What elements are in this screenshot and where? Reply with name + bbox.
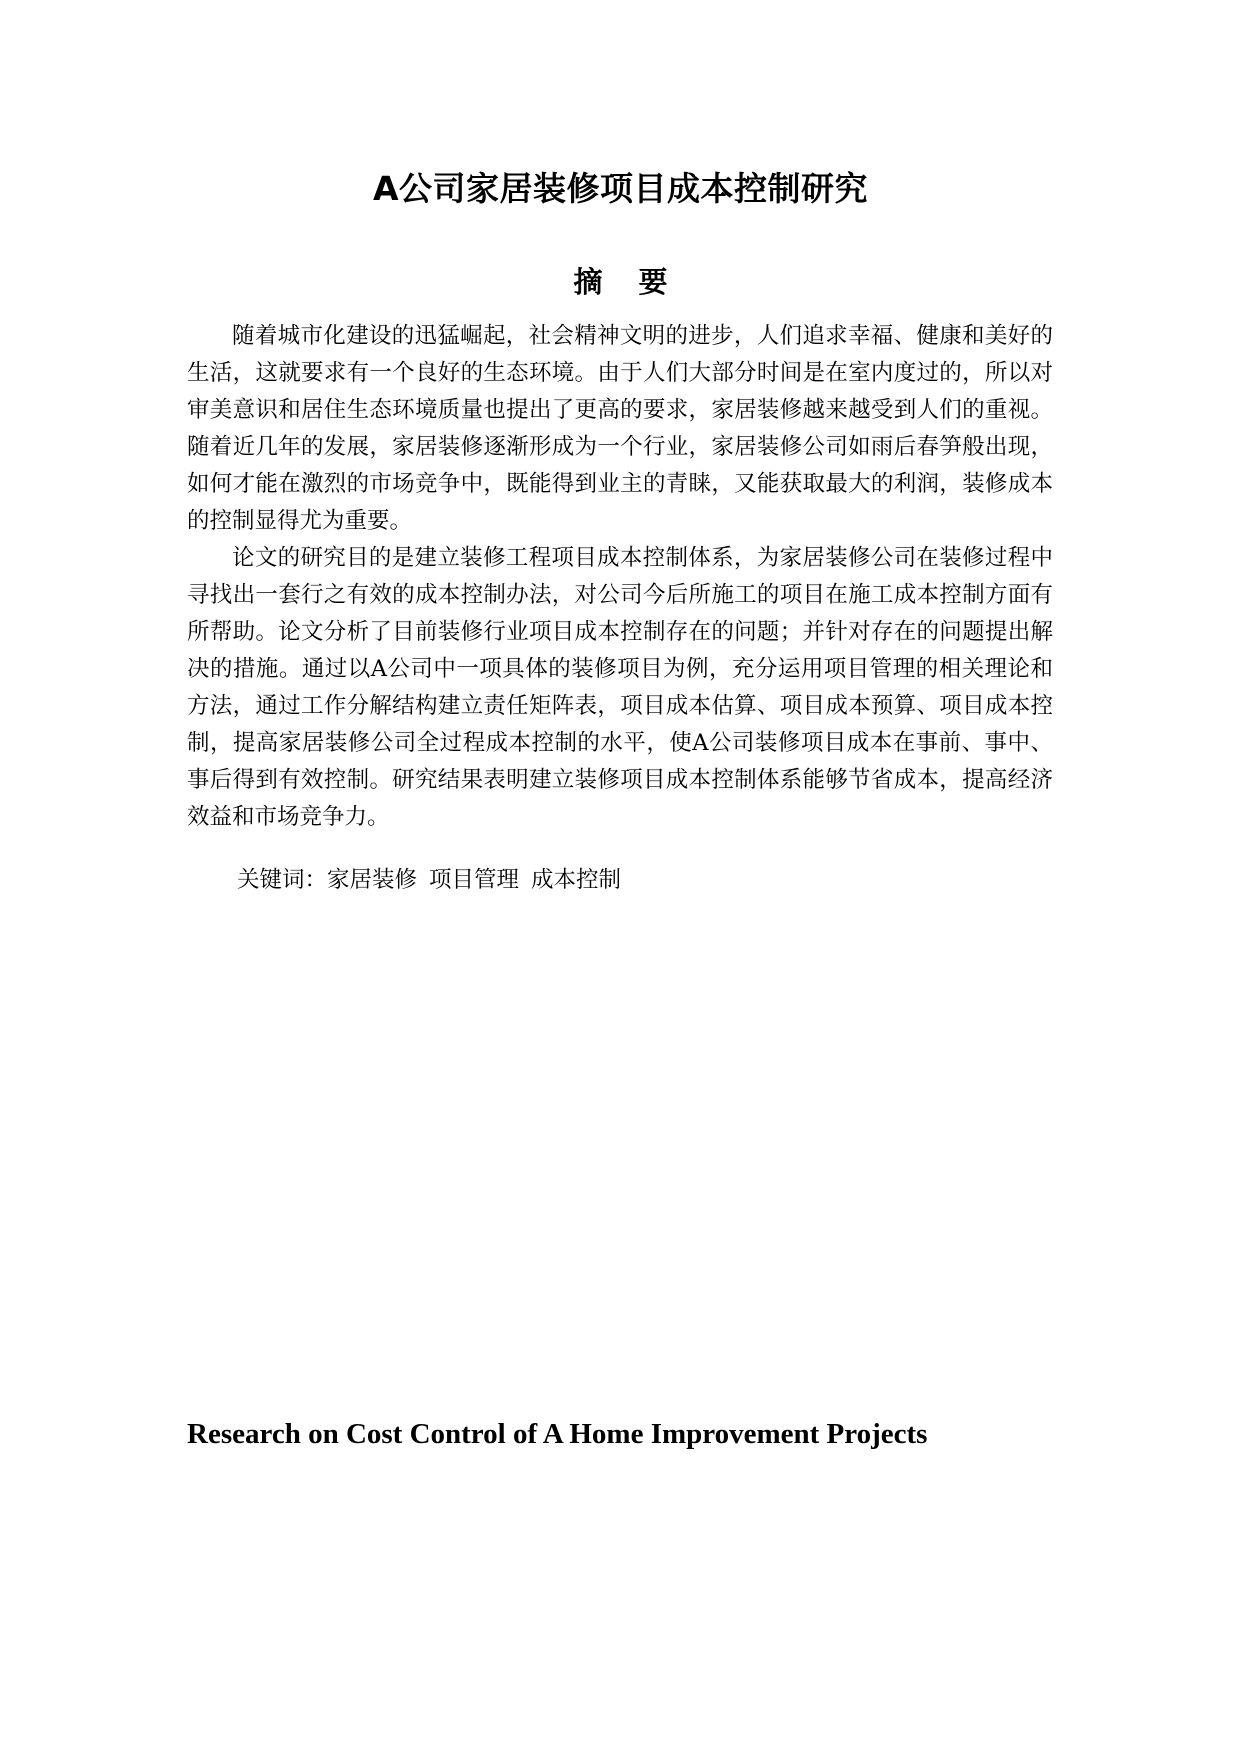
keyword-1: 家居装修 [327,867,418,893]
keywords-line [237,862,633,894]
abstract-body [187,318,1053,836]
abstract-heading-char-1: 摘 [573,265,603,299]
paper-title: A公司家居装修项目成本控制研究 [372,169,869,208]
keywords-label: 关键词： [237,867,328,893]
keyword-2: 项目管理 [429,867,520,893]
abstract-paragraph-1: 随着城市化建设的迅猛崛起，社会精神文明的进步，人们追求幸福、健康和美好的生活，这就要求有一个良好的生态环境。由于人们大部分时间是在室内度过的，所以对审美意识和居住生态环境质量也提出了更高的要求，家居装修越来越受到人们的重视。随着近几年的发展，家居装修逐渐形成为一个行业，家居装修公司如雨后春笋般出现，如何才能在激烈的市场竞争中，既能得到业主的青睐，又能获取最大的利润，装修成本的控制显得尤为重要。 [187,323,1053,534]
abstract-heading-char-2: 要 [638,265,668,299]
abstract-heading [0,260,1241,301]
keyword-3: 成本控制 [531,867,622,893]
abstract-paragraph-2: 论文的研究目的是建立装修工程项目成本控制体系，为家居装修公司在装修过程中寻找出一套行之有效的成本控制办法，对公司今后所施工的项目在施工成本控制方面有所帮助。论文分析了目前装修行业项目成本控制存在的问题；并针对存在的问题提出解决的措施。通过以A公司中一项具体的装修项目为例，充分运用项目管理的相关理论和方法，通过工作分解结构建立责任矩阵表，项目成本估算、项目成本预算、项目成本控制，提高家居装修公司全过程成本控制的水平，使A公司装修项目成本在事前、事中、事后得到有效控制。研究结果表明建立装修项目成本控制体系能够节省成本，提高经济效益和市场竞争力。 [187,545,1053,830]
english-title: Research on Cost Control of A Home Improvement Projects [187,1418,928,1450]
